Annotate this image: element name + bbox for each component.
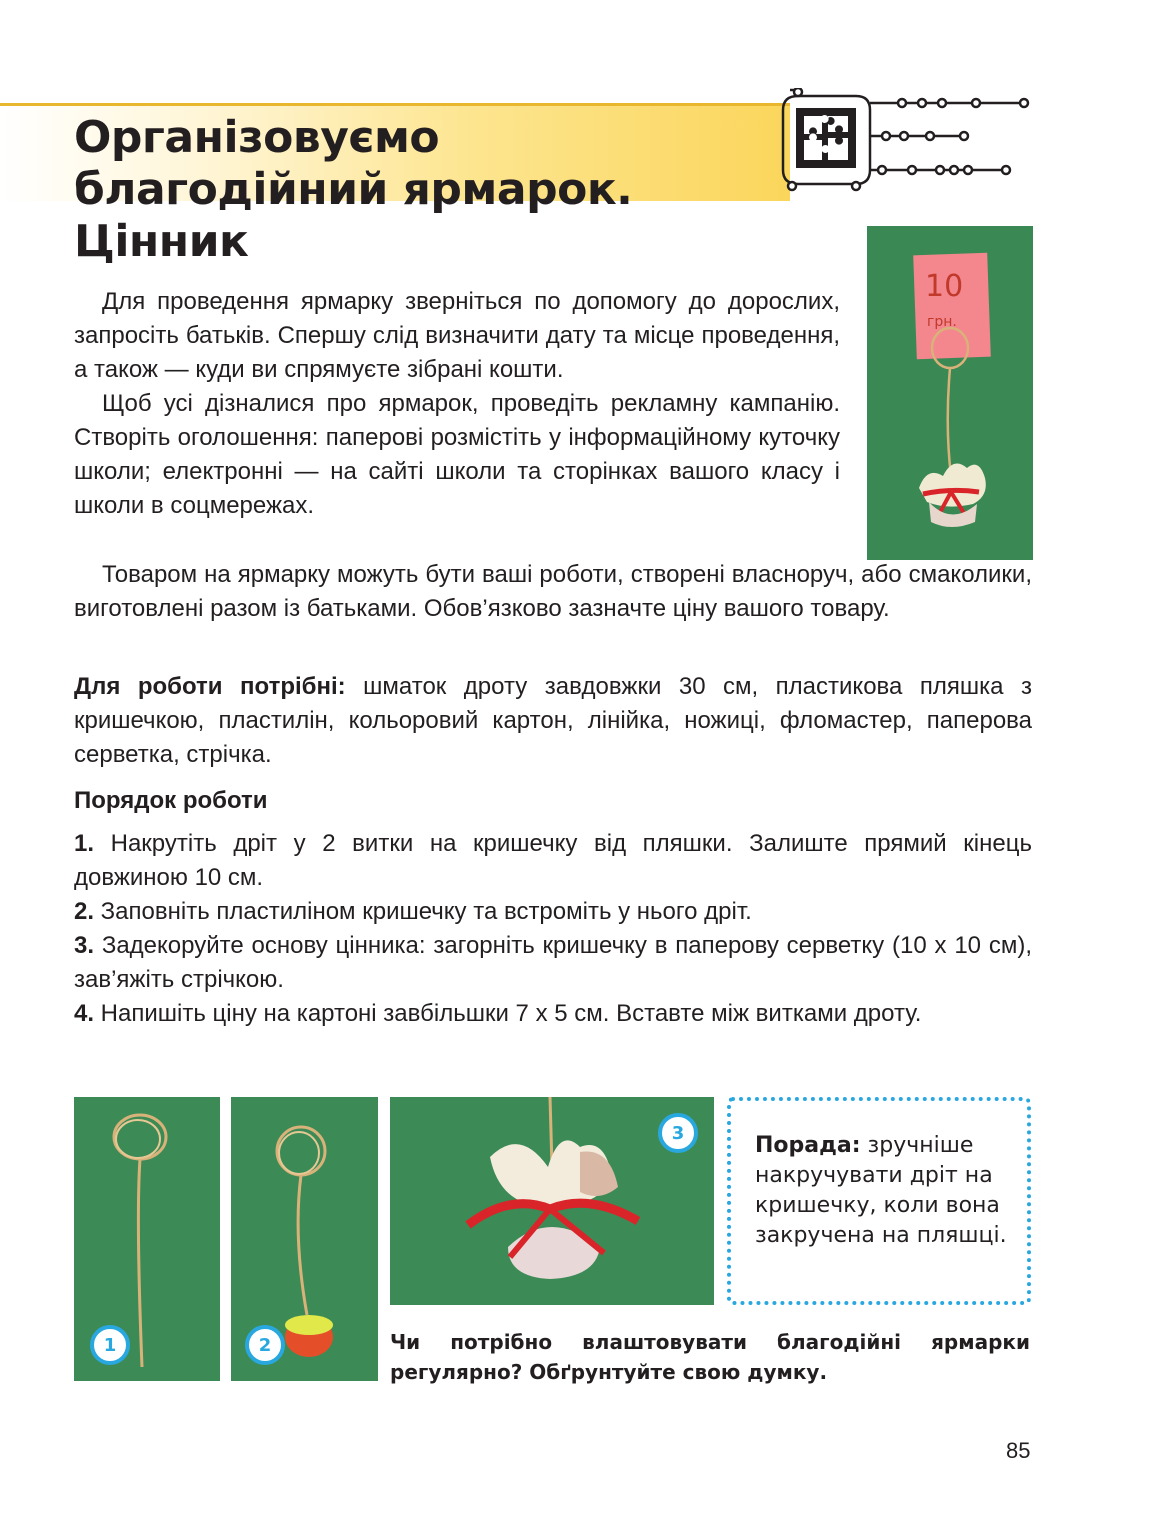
step-text: Накрутіть дріт у 2 витки на кришечку від пляшки. Залиште прямий кінець довжиною 10 см.: [74, 830, 1032, 891]
step-text: Напишіть ціну на картоні завбільшки 7 х 5 см. Вставте між витками дроту.: [94, 1000, 922, 1027]
step-number: 4.: [74, 1000, 95, 1027]
title-line-3: Цінник: [74, 216, 249, 267]
price-tag-illustration: [867, 226, 1033, 560]
intro-paragraph-3: [74, 558, 1032, 626]
page-title: [74, 112, 632, 268]
page-number: 85: [1006, 1438, 1031, 1463]
step-text: Задекоруйте основу цінника: загорніть кришечку в паперову серветку (10 х 10 см), зав’яжіть стрічкою.: [74, 932, 1032, 993]
price-card-unit: грн.: [927, 314, 957, 330]
tip-text: зручніше накручувати дріт на кришечку, коли вона закручена на пляшці.: [755, 1133, 1007, 1248]
intro-column: [74, 285, 840, 523]
procedure-steps: [74, 827, 1032, 1031]
step-text: Заповніть пластиліном кришечку та встроміть у нього дріт.: [94, 898, 752, 925]
title-line-1: Організовуємо: [74, 112, 440, 163]
price-card-value: 10: [925, 269, 964, 304]
intro-paragraph-3a: Товаром на ярмарку можуть бути ваші роботи, створені власноруч, або смаколики, виготовлені разом із батьками.: [74, 561, 1032, 622]
step-2: [74, 895, 1032, 929]
intro-paragraph-3b: Обов’язково зазначте ціну вашого товару.: [423, 595, 890, 622]
step-number: 3.: [74, 932, 95, 959]
step-badge-2: 2: [245, 1325, 285, 1365]
intro-paragraph-2: Щоб усі дізналися про ярмарок, проведіть рекламну кампанію. Створіть оголошення: паперові розмістіть у інформаційному куточку школи; електронні — на сайті школи та сторінках вашого класу і школи в соцмережах.: [74, 390, 840, 519]
step-number: 2.: [74, 898, 95, 925]
step-4: [74, 997, 1032, 1031]
price-tag-photo: [867, 226, 1033, 560]
step-3: [74, 929, 1032, 997]
materials-paragraph: [74, 670, 1032, 772]
step-number: 1.: [74, 830, 95, 857]
tip-box: [727, 1097, 1031, 1305]
puzzle-circuit-icon: [780, 88, 1040, 193]
tip-label: Порада:: [755, 1133, 861, 1158]
intro-paragraph-1: Для проведення ярмарку зверніться по допомогу до дорослих, запросіть батьків. Спершу слід визначити дату та місце проведення, а також — куди ви спрямуєте зібрані кошти.: [74, 288, 840, 383]
step-photo-1: [74, 1097, 220, 1381]
discussion-question: Чи потрібно влаштовувати благодійні ярмарки регулярно? Обґрунтуйте свою думку.: [390, 1330, 1030, 1384]
step-badge-1: 1: [90, 1325, 130, 1365]
materials-text: шматок дроту завдовжки 30 см, пластикова пляшка з кришечкою, пластилін, кольоровий картон, лінійка, ножиці, фломастер, паперова серветка, стрічка.: [74, 673, 1032, 768]
procedure-heading: Порядок роботи: [74, 787, 268, 814]
step-1: [74, 827, 1032, 895]
step-photo-2: [231, 1097, 378, 1381]
materials-label: Для роботи потрібні:: [74, 673, 346, 700]
title-line-2: благодійний ярмарок.: [74, 164, 633, 215]
step-badge-3: 3: [658, 1113, 698, 1153]
step-photo-3: [390, 1097, 714, 1305]
